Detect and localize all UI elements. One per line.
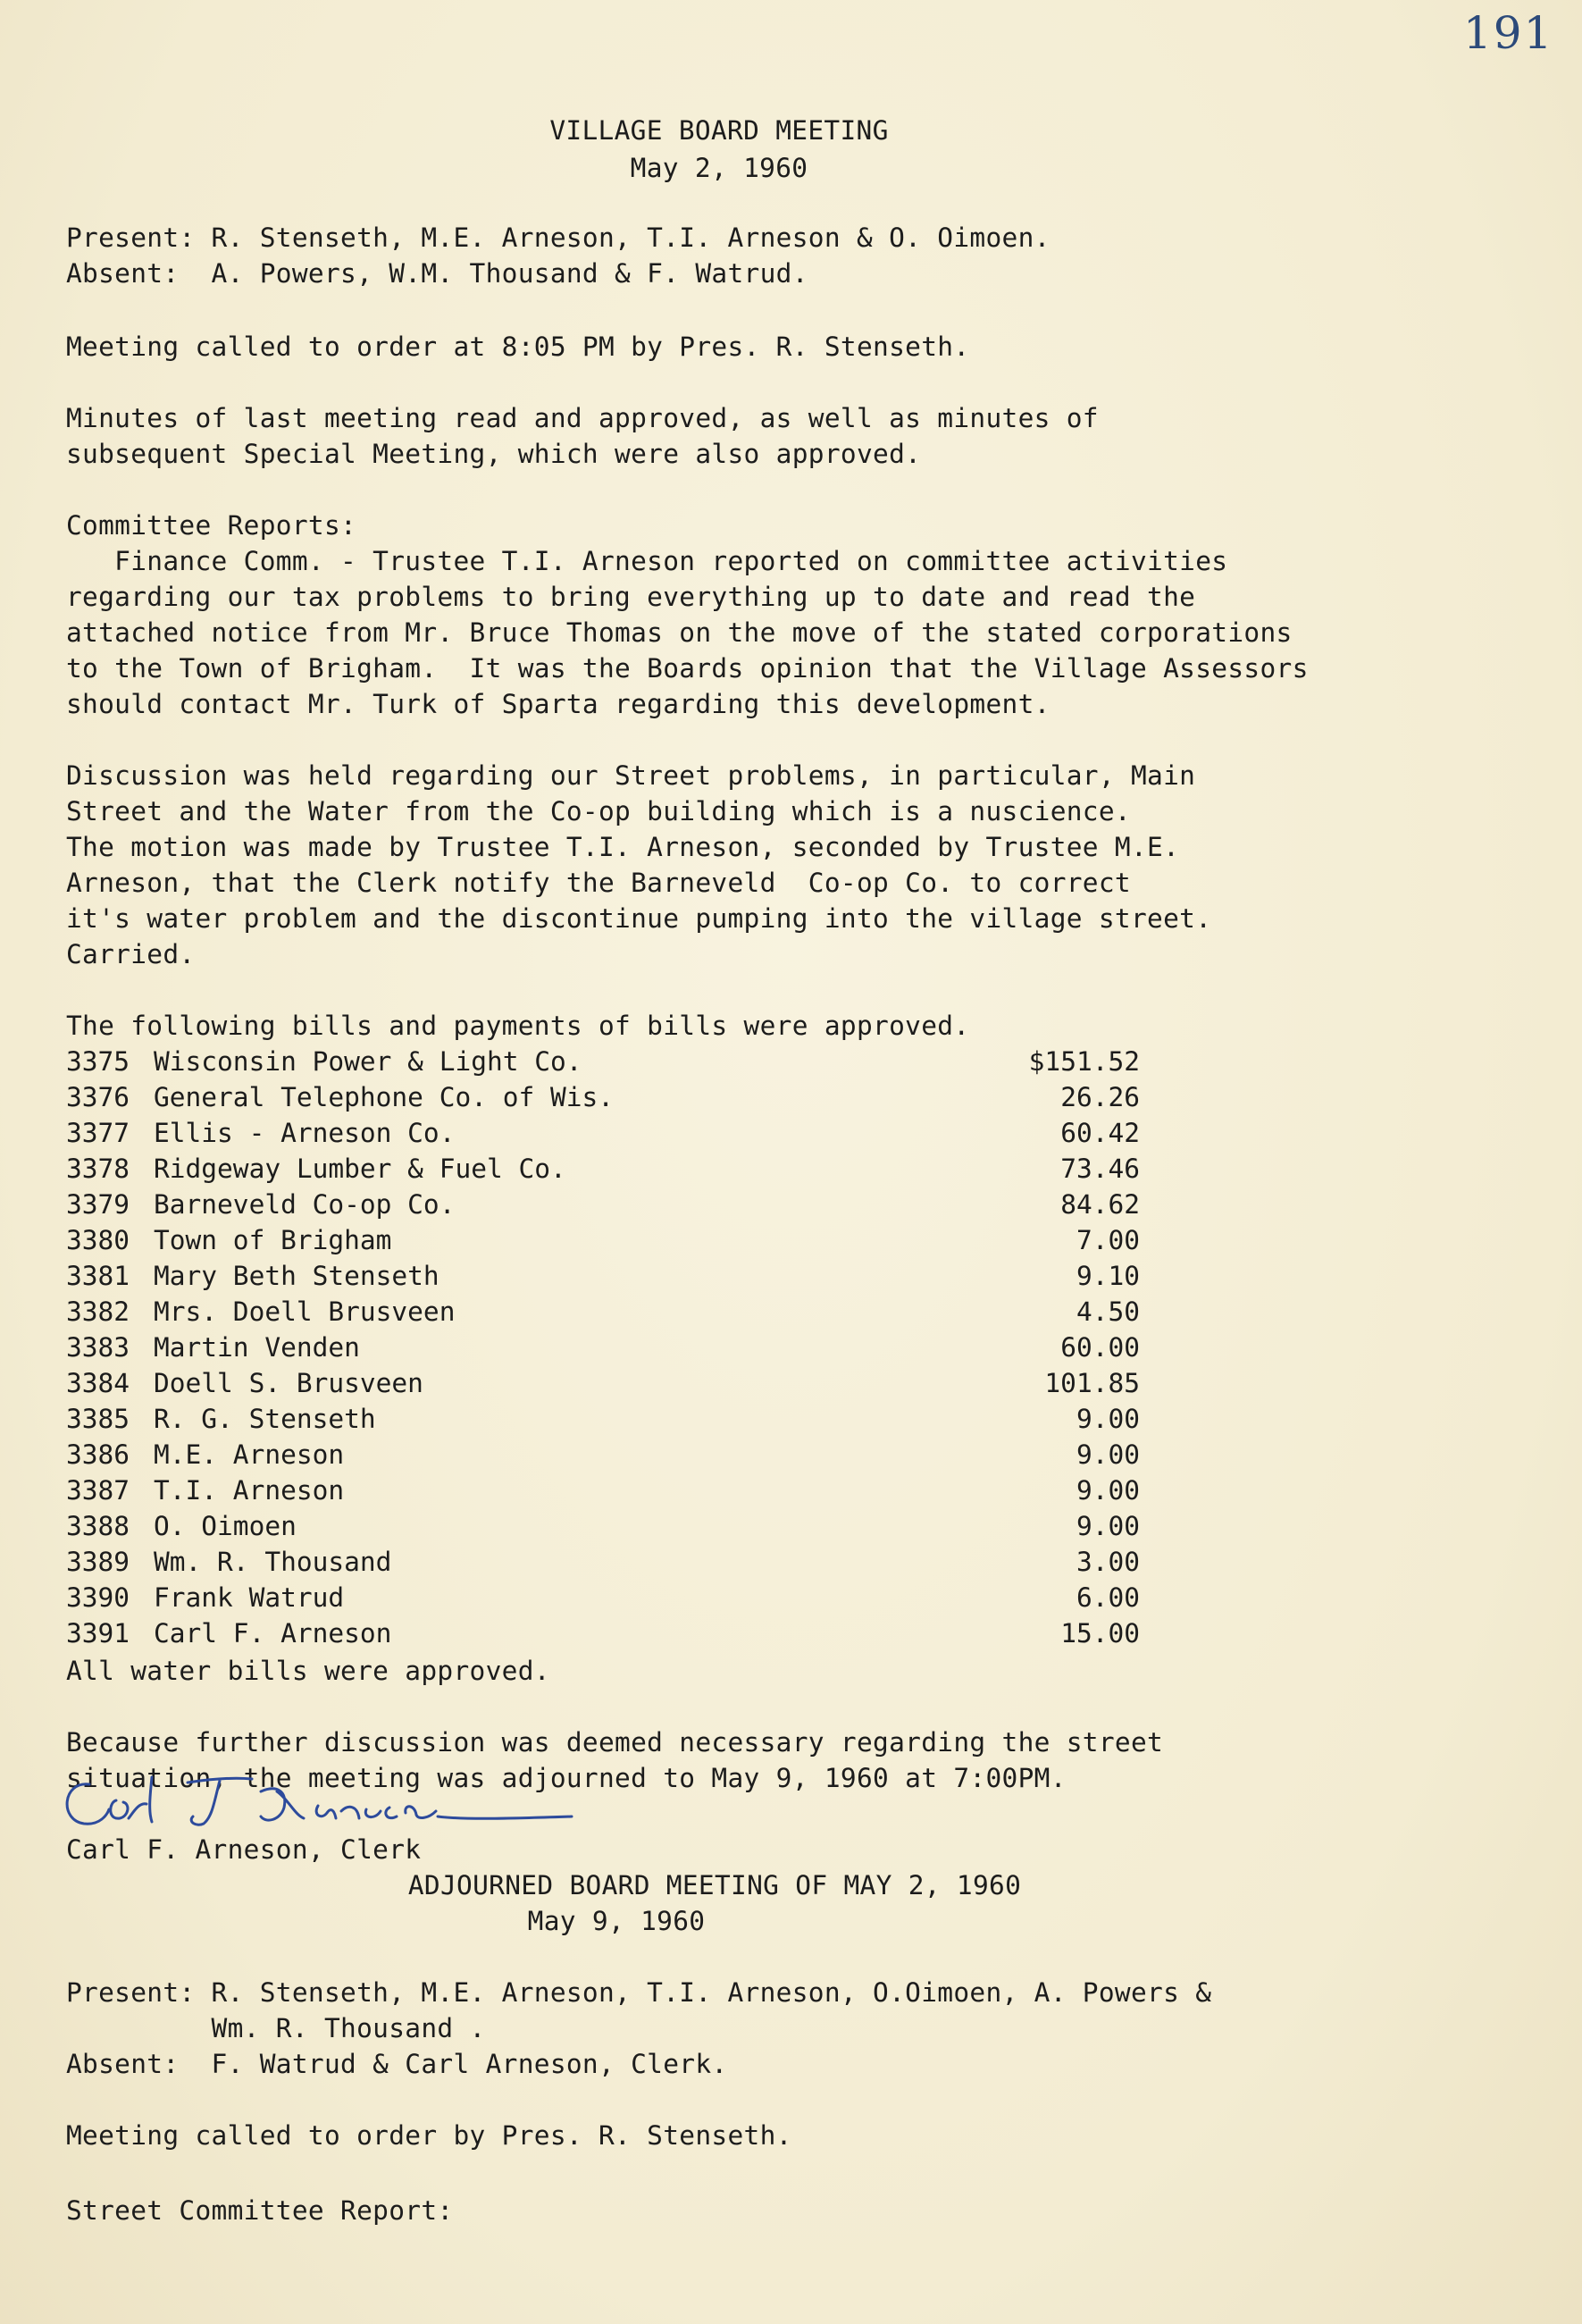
bill-amount: 26.26: [1060, 1082, 1140, 1112]
adjourned-meeting-date: May 9, 1960: [527, 1906, 706, 1936]
bill-amount: 84.62: [1060, 1189, 1140, 1220]
bill-payee: R. G. Stenseth: [154, 1404, 376, 1434]
finance-paragraph: should contact Mr. Turk of Sparta regarding this development.: [66, 689, 1050, 719]
minutes-text: subsequent Special Meeting, which were also approved.: [66, 439, 922, 469]
present-line: Wm. R. Thousand .: [66, 2013, 486, 2043]
bill-payee: O. Oimoen: [154, 1511, 297, 1541]
finance-paragraph: regarding our tax problems to bring everything up to date and read the: [66, 582, 1196, 612]
bill-amount: 60.42: [1060, 1118, 1140, 1148]
clerk-signature: [54, 1765, 661, 1836]
bill-number: 3377: [66, 1118, 130, 1148]
bill-payee: Ridgeway Lumber & Fuel Co.: [154, 1154, 566, 1184]
bill-number: 3389: [66, 1547, 130, 1577]
bill-amount: $151.52: [1028, 1046, 1140, 1077]
bill-amount: 9.00: [1076, 1404, 1140, 1434]
street-paragraph: The motion was made by Trustee T.I. Arneson, seconded by Trustee M.E.: [66, 832, 1180, 862]
committee-heading: Committee Reports:: [66, 510, 357, 541]
bill-payee: Martin Venden: [154, 1332, 360, 1363]
bill-number: 3376: [66, 1082, 130, 1112]
present-line: Present: R. Stenseth, M.E. Arneson, T.I. Arneson & O. Oimoen.: [66, 222, 1050, 253]
bill-amount: 9.00: [1076, 1511, 1140, 1541]
bill-number: 3391: [66, 1618, 130, 1649]
street-paragraph: Discussion was held regarding our Street problems, in particular, Main: [66, 760, 1196, 791]
street-paragraph: it's water problem and the discontinue pumping into the village street.: [66, 903, 1212, 934]
finance-paragraph: Finance Comm. - Trustee T.I. Arneson reported on committee activities: [66, 546, 1228, 576]
bill-number: 3378: [66, 1154, 130, 1184]
bill-payee: M.E. Arneson: [154, 1439, 345, 1470]
bill-number: 3375: [66, 1046, 130, 1077]
bill-payee: Mary Beth Stenseth: [154, 1261, 439, 1291]
street-paragraph: Street and the Water from the Co-op building which is a nuscience.: [66, 796, 1131, 826]
bill-payee: Carl F. Arneson: [154, 1618, 392, 1649]
bill-payee: General Telephone Co. of Wis.: [154, 1082, 615, 1112]
minutes-text: Minutes of last meeting read and approved, as well as minutes of: [66, 403, 1099, 433]
adjourned-meeting-title: ADJOURNED BOARD MEETING OF MAY 2, 1960: [407, 1870, 1022, 1900]
bill-payee: Mrs. Doell Brusveen: [154, 1296, 456, 1327]
bill-amount: 60.00: [1060, 1332, 1140, 1363]
adjourn-text: Because further discussion was deemed necessary regarding the street: [66, 1727, 1164, 1758]
bill-payee: Town of Brigham: [154, 1225, 392, 1255]
meeting-title: VILLAGE BOARD MEETING: [549, 115, 889, 146]
called-to-order: Meeting called to order at 8:05 PM by Pres. R. Stenseth.: [66, 331, 970, 362]
bill-amount: 4.50: [1076, 1296, 1140, 1327]
bill-payee: Wm. R. Thousand: [154, 1547, 392, 1577]
street-paragraph: Arneson, that the Clerk notify the Barneveld Co-op Co. to correct: [66, 868, 1131, 898]
bill-amount: 7.00: [1076, 1225, 1140, 1255]
bill-number: 3387: [66, 1475, 130, 1506]
bill-number: 3388: [66, 1511, 130, 1541]
bill-number: 3380: [66, 1225, 130, 1255]
bill-payee: Ellis - Arneson Co.: [154, 1118, 456, 1148]
bill-amount: 6.00: [1076, 1582, 1140, 1613]
bill-amount: 9.00: [1076, 1439, 1140, 1470]
bill-number: 3383: [66, 1332, 130, 1363]
bill-amount: 101.85: [1044, 1368, 1140, 1398]
page-number: 191: [1463, 7, 1554, 59]
finance-paragraph: to the Town of Brigham. It was the Boards opinion that the Village Assessors: [66, 653, 1309, 684]
adjourn-text: situation, the meeting was adjourned to May 9, 1960 at 7:00PM.: [66, 1763, 1067, 1793]
bill-amount: 3.00: [1076, 1547, 1140, 1577]
bill-amount: 73.46: [1060, 1154, 1140, 1184]
bill-number: 3386: [66, 1439, 130, 1470]
absent-line: Absent: A. Powers, W.M. Thousand & F. Watrud.: [66, 258, 808, 289]
bill-number: 3382: [66, 1296, 130, 1327]
present-line: Present: R. Stenseth, M.E. Arneson, T.I. Arneson, O.Oimoen, A. Powers &: [66, 1977, 1212, 2008]
bill-amount: 9.00: [1076, 1475, 1140, 1506]
called-to-order: Meeting called to order by Pres. R. Stenseth.: [66, 2120, 792, 2151]
bill-number: 3384: [66, 1368, 130, 1398]
finance-paragraph: attached notice from Mr. Bruce Thomas on the move of the stated corporations: [66, 617, 1293, 648]
bill-payee: T.I. Arneson: [154, 1475, 345, 1506]
water-bills-line: All water bills were approved.: [66, 1656, 550, 1686]
meeting-date: May 2, 1960: [630, 153, 808, 183]
bill-number: 3385: [66, 1404, 130, 1434]
bill-amount: 9.10: [1076, 1261, 1140, 1291]
absent-line: Absent: F. Watrud & Carl Arneson, Clerk.: [66, 2049, 728, 2079]
bills-heading: The following bills and payments of bills were approved.: [66, 1011, 970, 1041]
bill-number: 3390: [66, 1582, 130, 1613]
bill-amount: 15.00: [1060, 1618, 1140, 1649]
bill-payee: Frank Watrud: [154, 1582, 345, 1613]
bill-number: 3381: [66, 1261, 130, 1291]
bill-payee: Barneveld Co-op Co.: [154, 1189, 456, 1220]
bill-number: 3379: [66, 1189, 130, 1220]
clerk-name: Carl F. Arneson, Clerk: [66, 1834, 422, 1865]
street-committee-heading: Street Committee Report:: [66, 2195, 454, 2226]
street-paragraph: Carried.: [66, 939, 196, 969]
bill-payee: Wisconsin Power & Light Co.: [154, 1046, 582, 1077]
bill-payee: Doell S. Brusveen: [154, 1368, 423, 1398]
